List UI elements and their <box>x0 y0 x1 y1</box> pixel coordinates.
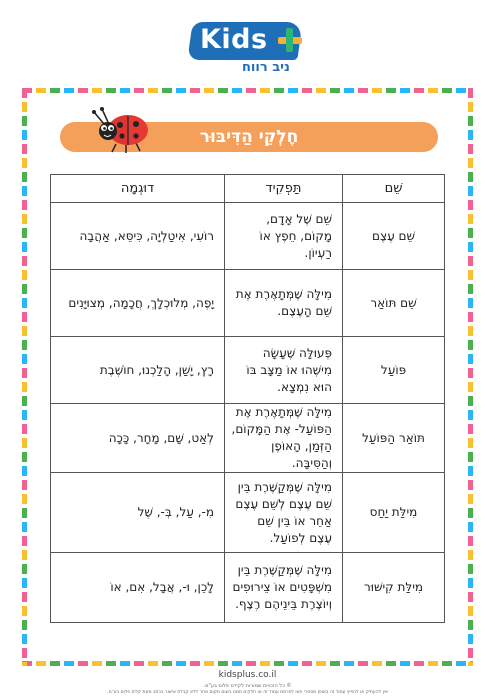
footer-url[interactable]: kidsplus.co.il <box>218 670 277 680</box>
kids-logo <box>190 22 310 80</box>
row-name: תּוֹאַר הַפּוֹעַל <box>343 404 445 473</box>
plus-icon <box>278 28 302 52</box>
row-role: מִילָּה שֶׁמְּתָאֶרֶת אֶת הַפּוֹעַל- אֶת הַמָּקוֹם, הַזְּמַן, הָאוֹפֶן וְהַסִּיבָּה. <box>225 404 343 473</box>
logo-brand-text: Kids <box>200 24 268 55</box>
row-example: לְאַט, שָׁם, מָחָר, כָּכָה <box>51 404 225 473</box>
page-title: חֶלְקֵי הַדִּיבּוּר <box>199 127 299 147</box>
row-example: יָפֶה, מְלוּכְלָךְ, חֲכָמָה, מְצוּיָּנִים <box>51 270 225 337</box>
table-row <box>51 553 445 623</box>
row-role: מִילָּה שֶׁמְּקַשֶּׁרֶת בֵּין מִשְׁפָּטִים אוֹ צֵירוּפִים וְיוֹצֶרֶת בֵּינֵיהֶם רֶצֶף. <box>225 553 343 623</box>
table-header-row <box>51 175 445 203</box>
row-example: רוֹעִי, אִיטַלְיָה, כִּיסֵּא, אַהֲבָה <box>51 203 225 270</box>
row-role: פְּעוּלָּה שֶׁעָשָׂה מִישֶׁהוּ אוֹ מַצָּב בּוֹ הוּא נִמְצָא. <box>225 337 343 404</box>
row-name: מִילַּת קִישּׁוּר <box>343 553 445 623</box>
footer-copyright: © כל הזכויות שמורות לקידס פלוס בע"מ. <box>203 683 292 689</box>
row-name: שֵׁם תּוֹאַר <box>343 270 445 337</box>
row-example: רָץ, יָשַׁן, הָלַכְנוּ, חוֹשֶׁבֶת <box>51 337 225 404</box>
header-role: תַּפְקִיד <box>225 175 343 203</box>
header-example: דוּגְמָה <box>51 175 225 203</box>
table-row <box>51 473 445 553</box>
dashed-border-left <box>22 88 27 666</box>
table-row <box>51 203 445 270</box>
table-row <box>51 270 445 337</box>
row-name: פּוֹעַל <box>343 337 445 404</box>
row-role: מִילָּה שֶׁמְּתָאֶרֶת אֶת שֵׁם הָעֶצֶם. <box>225 270 343 337</box>
dashed-border-top <box>22 88 473 93</box>
table-row <box>51 404 445 473</box>
table-row <box>51 337 445 404</box>
parts-of-speech-table <box>50 174 445 623</box>
row-example: לָכֵן, וּ-, אֲבָל, אִם, אוֹ <box>51 553 225 623</box>
row-name: מִילַּת יַחַס <box>343 473 445 553</box>
dashed-border-bottom <box>22 661 473 666</box>
header-name: שֵׁם <box>343 175 445 203</box>
row-example: מִ-, עַל, בְּ-, שֶׁל <box>51 473 225 553</box>
logo-sub-text: ניב רווח <box>242 60 290 75</box>
row-role: מִילָּה שֶׁמְּקַשֶּׁרֶת בֵּין שֵׁם עֶצֶם לְשֵׁם עֶצֶם אַחֵר אוֹ בֵּין שֵׁם עֶצֶם לְפוֹעַל. <box>225 473 343 553</box>
row-name: שֵׁם עֶצֶם <box>343 203 445 270</box>
footer-notice: אין להעתיק או להפיץ עמוד זה באופן מסחרי ו/או לפרסם עמוד זה או חלקים ממנו בשום מקום אחר ללא קבלת אישור בכתב מאת קידס פלוס בע"מ. <box>107 690 388 695</box>
row-role: שֵׁם שֶׁל אָדָם, מָקוֹם, חֵפֶץ אוֹ רַעְיוֹן. <box>225 203 343 270</box>
ladybug-icon <box>90 106 152 154</box>
dashed-border-right <box>468 88 473 666</box>
